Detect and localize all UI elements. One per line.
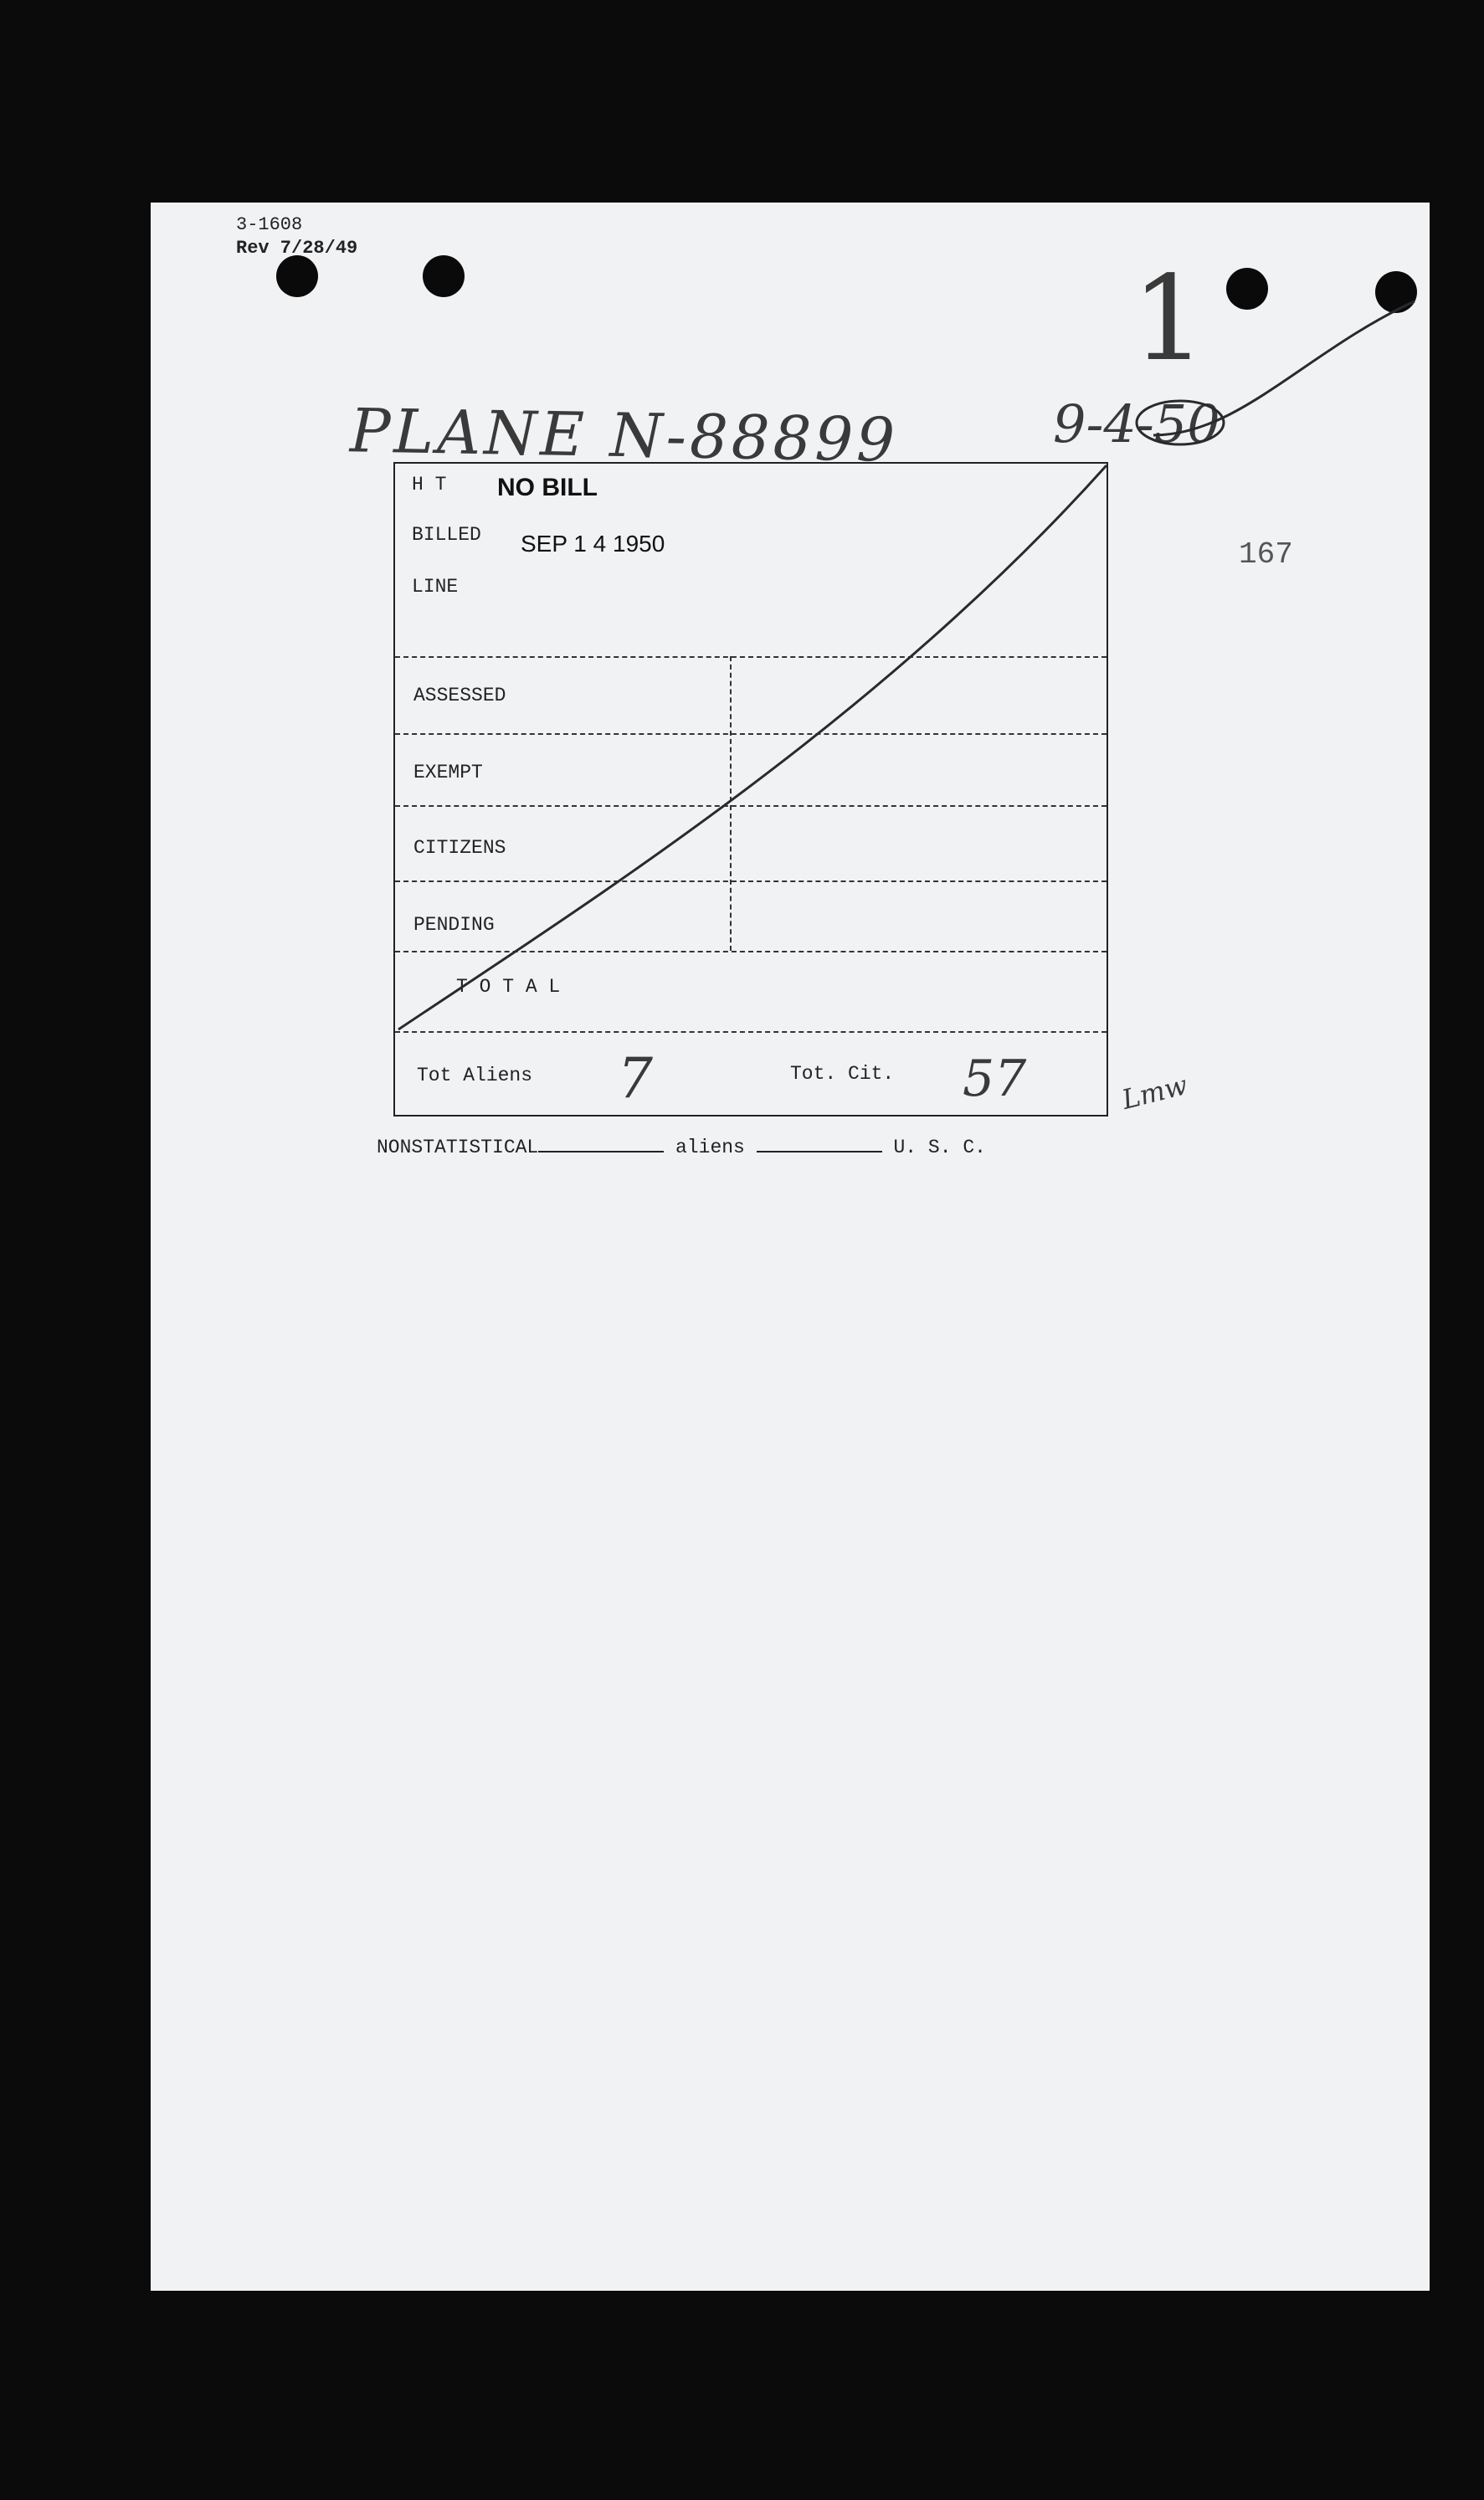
tot-cit-label: Tot. Cit. — [790, 1063, 895, 1085]
usc-label: U. S. C. — [893, 1137, 986, 1158]
billed-date-stamp: SEP 1 4 1950 — [521, 531, 665, 557]
citizens-label: CITIZENS — [413, 837, 506, 859]
total-label: T O T A L — [456, 976, 561, 998]
tot-aliens-value: 7 — [618, 1046, 653, 1111]
no-bill-stamp: NO BILL — [497, 474, 598, 501]
tot-aliens-label: Tot Aliens — [417, 1065, 533, 1086]
handwritten-tick: 1 — [1132, 251, 1207, 388]
form-number: 3-1608 — [236, 214, 303, 235]
form-revision: Rev 7/28/49 — [236, 238, 358, 259]
handwritten-plane-number: PLANE N-88899 — [349, 395, 899, 475]
assessed-label: ASSESSED — [413, 685, 506, 706]
line-label: LINE — [412, 576, 459, 598]
aliens-label: aliens — [675, 1137, 745, 1158]
ht-label: H T — [412, 474, 447, 495]
nonstatistical-label: NONSTATISTICAL — [377, 1137, 539, 1158]
date-connector-line — [1153, 301, 1415, 435]
billed-label: BILLED — [412, 524, 481, 546]
page-number: 167 — [1239, 537, 1293, 572]
pending-label: PENDING — [413, 914, 495, 936]
handwritten-date: 9-4-50 — [1053, 393, 1220, 454]
diagonal-strike-line — [398, 465, 1107, 1029]
exempt-label: EXEMPT — [413, 762, 483, 783]
handwritten-initials: Lmw — [1118, 1069, 1191, 1116]
tot-cit-value: 57 — [963, 1050, 1027, 1108]
